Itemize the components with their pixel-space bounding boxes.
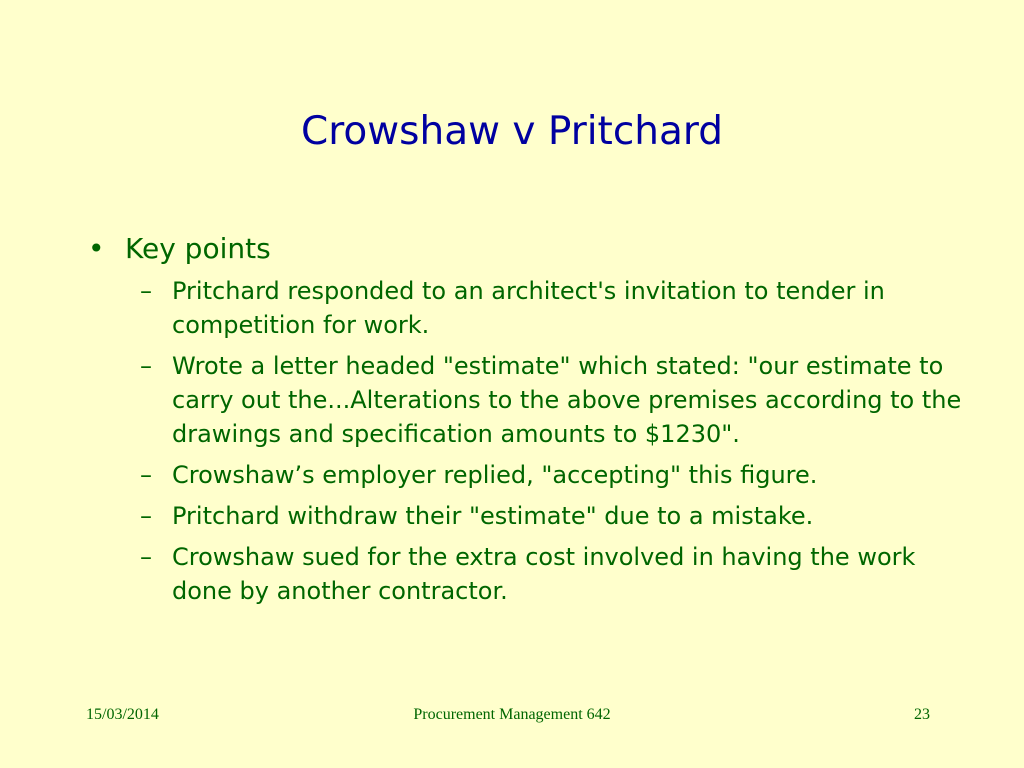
dash-icon: – <box>140 352 152 380</box>
sub-point <box>88 274 968 342</box>
bullet-text: Key points <box>125 232 271 265</box>
sub-point <box>88 349 968 451</box>
dash-icon: – <box>140 461 152 489</box>
sub-point-text: Pritchard withdraw their "estimate" due to a mistake. <box>172 502 814 530</box>
sub-point-text: Crowshaw sued for the extra cost involved in having the work done by another contractor. <box>172 543 916 605</box>
footer-date: 15/03/2014 <box>86 706 159 723</box>
sub-point <box>88 499 968 533</box>
dash-icon: – <box>140 543 152 571</box>
footer-course-title: Procurement Management 642 <box>413 706 611 723</box>
slide-body <box>88 228 968 615</box>
bullet-icon: • <box>88 232 105 265</box>
dash-icon: – <box>140 277 152 305</box>
sub-point <box>88 458 968 492</box>
dash-icon: – <box>140 502 152 530</box>
sub-point-list <box>88 274 968 608</box>
bullet-key-points <box>88 228 968 270</box>
sub-point <box>88 540 968 608</box>
sub-point-text: Crowshaw’s employer replied, "accepting" this figure. <box>172 461 818 489</box>
footer-page-number: 23 <box>914 706 930 723</box>
sub-point-text: Wrote a letter headed "estimate" which stated: "our estimate to carry out the...Alterations to the above premises according to the drawings and specification amounts to $1230". <box>172 352 962 448</box>
slide-title: Crowshaw v Pritchard <box>300 109 724 154</box>
sub-point-text: Pritchard responded to an architect's invitation to tender in competition for work. <box>172 277 885 339</box>
